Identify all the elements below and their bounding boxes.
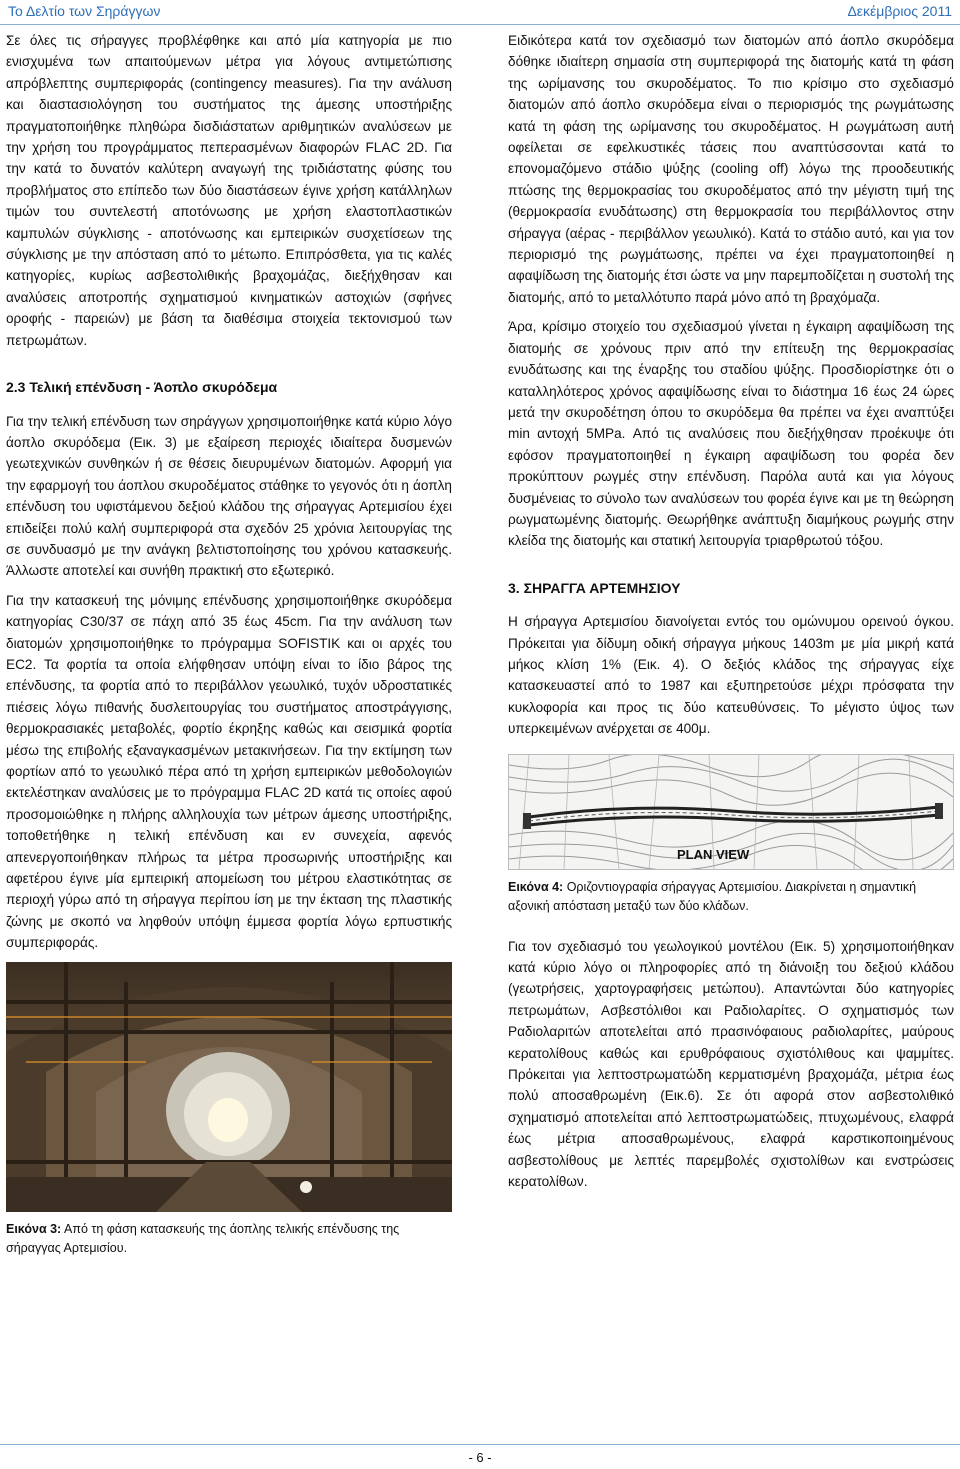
header-divider [0,24,960,25]
paragraph: Η σήραγγα Αρτεμισίου διανοίγεται εντός του ομώνυμου ορεινού όγκου. Πρόκειται για δίδυμη οδική σήραγγα μήκους 1403m με μία μικρή κατά μήκος κλίση 1% (Εικ. 4). Ο δεξιός κλάδος της σήραγγας είχε κατασκευαστεί από το 1987 και εξυπηρετούσε μέχρι πρόσφατα την κυκλοφορία και προς τις δύο κατευθύνσεις. Το μέγιστο ύψος των υπερκειμένων ανέρχεται σε 400μ. [508,614,954,737]
figure-4-caption [508,878,954,916]
paragraph: Ειδικότερα κατά τον σχεδιασμό των διατομών από άοπλο σκυρόδεμα δόθηκε ιδιαίτερη σημασία στη συμπεριφορά της διατομής κατά τη φάση της ωρίμανσης του σκυροδέματος. Το πιο κρίσιμο στο σχεδιασμό διατομών από άοπλο σκυρόδεμα είναι ο περιορισμός της ρωγμάτωσης κατά τη φάση της ωρίμανσης του σκυροδέματος. Η ρωγμάτωση αυτή οφείλεται σε εφελκυστικές τάσεις που αναπτύσσονται κατά το επονομαζόμενο στάδιο ψύξης (cooling off) λόγω της προοδευτικής πτώσης της θερμοκρασίας του σκυροδέματος από την μέγιστη τιμή της (θερμοκρασία ενυδάτωσης) στη θερμοκρασία του περιβάλλοντος στην σήραγγα (αέρας - περιβάλλον γεωυλικό). Κατά το στάδιο αυτό, και για τον περιορισμό της ρωγμάτωσης, πρέπει να έχει πραγματοποιηθεί η αφαψίδωση της διατομής έτσι ώστε να μην παρεμποδίζεται η συστολή της διατομής, από το μεταλλότυπο παρά μόνο από τη βραχόμαζα. [508,33,954,305]
figure-3 [6,962,452,1258]
section-heading: 3. ΣΗΡΑΓΓΑ ΑΡΤΕΜΗΣΙΟΥ [508,579,681,596]
figure-3-caption [6,1220,452,1258]
caption-label: Εικόνα 3: [6,1221,62,1236]
paragraph: Για την τελική επένδυση των σηράγγων χρησιμοποιήθηκε κατά κύριο λόγο άοπλο σκυρόδεμα (Εικ. 3) με εξαίρεση περιοχές ιδιαίτερα δυσμενών γεωτεχνικών συνθηκών ή σε θέσεις διευρυμένων διατομών. Αφορμή για την εφαρμογή του άοπλου σκυροδέματος στάθηκε το γεγονός ότι η άοπλη επένδυση του υφιστάμενου δεξιού κλάδου της σήραγγας Αρτεμισίου έχει επιδείξει πολύ καλή συμπεριφορά στα σχεδόν 25 χρόνια λειτουργίας της σε συνδυασμό με την ανάγκη βελτιστοποίησης του χρόνου κατασκευής. Άλλωστε αποτελεί και συνήθη πρακτική στο εξωτερικό. [6,413,452,579]
paragraph: Άρα, κρίσιμο στοιχείο του σχεδιασμού γίνεται η έγκαιρη αφαψίδωση της διατομής σε χρόνους πριν από την επίτευξη της θερμοκρασίας ενυδάτωσης και της έναρξης του σταδίου ψύξης. Προσδιορίστηκε ότι ο καταλληλότερος χρόνος αφαψίδωσης είναι το διάστημα 16 έως 24 ώρες μετά την σκυροδέτηση όπου το σκυρόδεμα θα πρέπει να έχει αναπτύξει min αντοχή 5MPa. Από τις αναλύσεις που διεξήχθησαν προέκυψε ότι εφόσον πραγματοποιηθεί η έγκαιρη αφαψίδωση του φορέα δεν προκύπτουν ρωγμές στην επένδυση. Παρόλα αυτά και για λόγους δυσμένειας το σύνολο των αναλύσεων του φορέα έγινε και με τη θεώρηση ρωγματωμένης διατομής. Θεωρήθηκε ανάπτυξη διαμήκους ρωγμής στην κλείδα της διατομής και στατική λειτουργία τριαρθρωτού τόξου. [508,319,954,549]
caption-text: Από τη φάση κατασκευής της άοπλης τελικής επένδυσης της σήραγγας Αρτεμισίου. [6,1221,400,1255]
tunnel-construction-photo [6,962,452,1212]
tunnel-plan-view-drawing [508,754,954,870]
right-column [508,30,954,1200]
page-number: - 6 - [468,1450,492,1465]
section-heading: 2.3 Τελική επένδυση - Άοπλο σκυρόδεμα [6,379,278,396]
left-column [6,30,452,1268]
plan-view-label: PLAN VIEW [677,846,750,862]
caption-label: Εικόνα 4: [508,879,564,894]
paragraph: Για τον σχεδιασμό του γεωλογικού μοντέλου (Εικ. 5) χρησιμοποιήθηκαν κατά κύριο λόγο οι πληροφορίες από τη διάνοιξη του δεξιού κλάδου (γεωτρήσεις, χαρτογραφήσεις μετώπου). Απαντώνται δύο κατηγορίες πετρωμάτων, Ασβεστόλιθοι και Ραδιολαρίτες. Ο σχηματισμός των Ραδιολαριτών αποτελείται από πρασινόφαιους ραδιολαρίτες, μαύρους κερατολίθους καθώς και ερυθρόφαιους σχιστόλιθους και ψαμμίτες. Πρόκειται για λεπτοστρωματώδη κερματισμένη βραχομάζα, μέτρια έως πολύ αποσαθρωμένη (Εικ.6). Σε ότι αφορά στον ασβεστολιθικό σχηματισμό αποτελείται από λεπτοστρωματώδεις, πτυχωμένους, ελαφρά έως μέτρια αποσαθρωμένους, ελαφρά καρστικοποιημένους ασβεστολίθους με λεπτές παρεμβολές σχιστολίθων και ενστρώσεις κερατολίθων. [508,938,954,1190]
footer-divider [0,1444,960,1445]
publication-title: Το Δελτίο των Σηράγγων [8,3,161,19]
paragraph: Για την κατασκευή της μόνιμης επένδυσης χρησιμοποιήθηκε σκυρόδεμα κατηγορίας C30/37 σε πάχη από 35 έως 45cm. Για την ανάλυση των διατομών χρησιμοποιήθηκε το πρόγραμμα SOFISTIK και οι αρχές του EC2. Τα φορτία τα οποία ελήφθησαν υπόψη είναι το ίδιο βάρος της επένδυσης, τα φορτία από το περιβάλλον γεωυλικό, τυχόν υδροστατικές πιέσεις λόγω πιθανής δυσλειτουργίας του συστήματος αποστράγγισης, θερμοκρασιακές μεταβολές, φορτίο έκρηξης καθώς και σεισμικά φορτία μέσω της επιβολής εξαναγκασμένων μετακινήσεων. Για την εκτίμηση των φορτίων από το γεωυλικό πέρα από τη χρήση εμπειρικών μεθοδολογιών εκτελέστηκαν αναλύσεις με το πρόγραμμα FLAC 2D κατά τις οποίες αφού προσομοιώθηκε η πλήρης αλληλουχία των μέτρων άμεσης υποστήριξης, τοποθετήθηκε η τελική επένδυση και εν συνεχεία, αφενός απενεργοποιήθηκαν πλήρως τα μέτρα προσωρινής υποστήριξης και αφετέρου έγινε μία εμπειρική απομείωση του μέτρου ελαστικότητας σε περιοχή γύρω από τη σήραγγα περίπου ίση με την έκταση της πλαστικής ζώνης με σκοπό να ληφθούν υπόψη έμμεσα φορτία λόγω ερπυστικής συμπεριφοράς. [6,592,452,951]
paragraph: Σε όλες τις σήραγγες προβλέφθηκε και από μία κατηγορία με πιο ενισχυμένα των απαιτούμενων μέτρα για λόγους αντιμετώπισης απρόβλεπτης συμπεριφοράς (contingency measures). Για την ανάλυση και διαστασιολόγηση του συστήματος της άμεσης υποστήριξης πραγματοποιήθηκε πληθώρα δισδιάστατων αριθμητικών αναλύσεων με την χρήση του προγράμματος πεπερασμένων διαφορών FLAC 2D. Για την κατά το δυνατόν καλύτερη αναγωγή της τριδιάστατης φύσης του προβλήματος στο επίπεδο των δύο διαστάσεων έγινε χρήση κατάλληλων τιμών του συντελεστή αποτόνωσης με χρήση ελαστοπλαστικών καμπυλών σύγκλισης - αποτόνωσης και εμπειρικών συσχετίσεων της σύγκλισης με την απόσταση από το μέτωπο. Επιπρόσθετα, για τις καλές κατηγορίες, κυρίως ασβεστολιθικής βραχομάζας, διεξήχθησαν και αναλύσεις αποτροπής σχηματισμού κινηματικών αστοχιών (σφήνες οροφής - παρειών) με βάση τα διαθέσιμα στοιχεία τεκτονισμού των πετρωμάτων. [6,33,452,348]
caption-text: Οριζοντιογραφία σήραγγας Αρτεμισίου. Διακρίνεται η σημαντική αξονική απόσταση μεταξύ των δύο κλάδων. [508,879,917,913]
page-header [0,0,960,28]
issue-date: Δεκέμβριος 2011 [847,3,952,19]
figure-4 [508,754,954,916]
